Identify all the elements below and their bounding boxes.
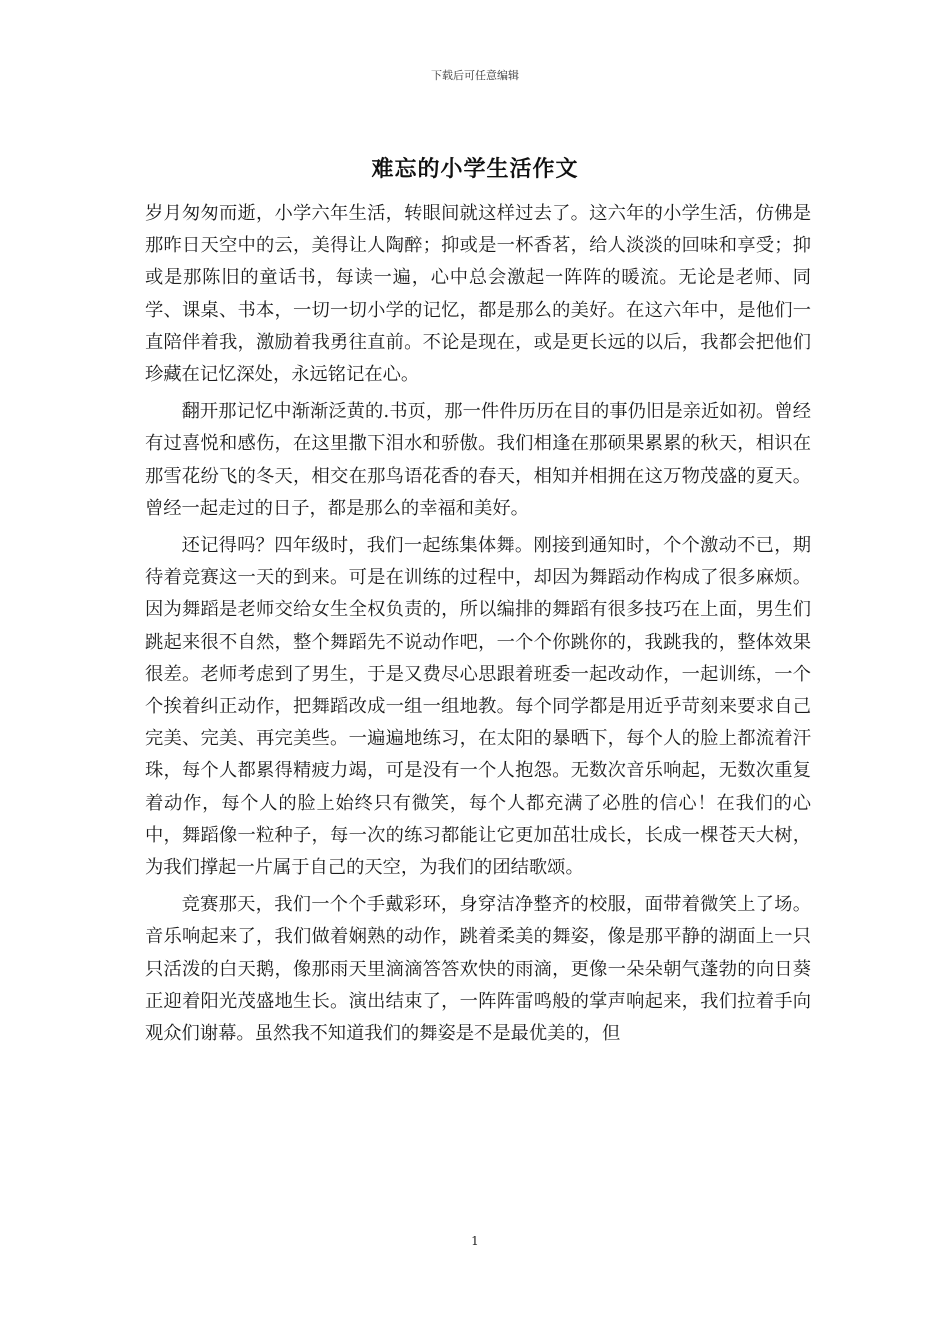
header-note: 下载后可任意编辑 bbox=[431, 69, 519, 82]
paragraph: 还记得吗？四年级时，我们一起练集体舞。刚接到通知时，个个激动不已，期待着竞赛这一天的到来。可是在训练的过程中，却因为舞蹈动作构成了很多麻烦。因为舞蹈是老师交给女生全权负责的，所以编排的舞蹈有很多技巧在上面，男生们跳起来很不自然，整个舞蹈先不说动作吧，一个个你跳你的，我跳我的，整体效果很差。老师考虑到了男生，于是又费尽心思跟着班委一起改动作，一起训练，一个个挨着纠正动作，把舞蹈改成一组一组地教。每个同学都是用近乎苛刻来要求自己完美、完美、再完美些。一遍遍地练习，在太阳的暴晒下，每个人的脸上都流着汗珠，每个人都累得精疲力竭，可是没有一个人抱怨。无数次音乐响起，无数次重复着动作，每个人的脸上始终只有微笑，每个人都充满了必胜的信心！在我们的心中，舞蹈像一粒种子，每一次的练习都能让它更加茁壮成长，长成一棵苍天大树，为我们撑起一片属于自己的天空，为我们的团结歌颂。 bbox=[145, 535, 811, 879]
document-title: 难忘的小学生活作文 bbox=[371, 156, 579, 182]
page-number: 1 bbox=[471, 1234, 479, 1248]
paragraph: 竞赛那天，我们一个个手戴彩环，身穿洁净整齐的校服，面带着微笑上了场。音乐响起来了，我们做着娴熟的动作，跳着柔美的舞姿，像是那平静的湖面上一只只活泼的白天鹅，像那雨天里滴滴答答欢快的雨滴，更像一朵朵朝气蓬勃的向日葵正迎着阳光茂盛地生长。演出结束了，一阵阵雷鸣般的掌声响起来，我们拉着手向观众们谢幕。虽然我不知道我们的舞姿是不是最优美的，但 bbox=[145, 894, 811, 1045]
paragraph: 岁月匆匆而逝，小学六年生活，转眼间就这样过去了。这六年的小学生活，仿佛是那昨日天空中的云，美得让人陶醉；抑或是一杯香茗，给人淡淡的回味和享受；抑或是那陈旧的童话书，每读一遍，心中总会激起一阵阵的暖流。无论是老师、同学、课桌、书本，一切一切小学的记忆，都是那么的美好。在这六年中，是他们一直陪伴着我，激励着我勇往直前。不论是现在，或是更长远的以后，我都会把他们珍藏在记忆深处，永远铭记在心。 bbox=[145, 203, 811, 386]
paragraph: 翻开那记忆中渐渐泛黄的.书页，那一件件历历在目的事仍旧是亲近如初。曾经有过喜悦和感伤，在这里撒下泪水和骄傲。我们相逢在那硕果累累的秋天，相识在那雪花纷飞的冬天，相交在那鸟语花香的春天，相知并相拥在这万物茂盛的夏天。曾经一起走过的日子，都是那么的幸福和美好。 bbox=[145, 401, 811, 519]
document-body bbox=[145, 198, 811, 1055]
